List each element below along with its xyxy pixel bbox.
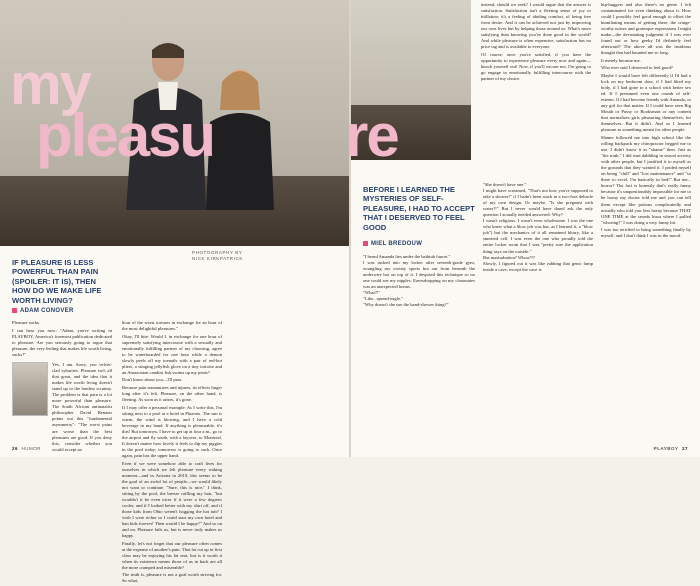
paragraph: "Like...spread-eagle." [363,296,403,302]
paragraph: Maybe I would have felt differently if I'd had a lock on my bedroom door, if I had liked my body, if I had gone to a school with better sex ed. If I presumed even one crumb of self-esteem. If I had become friends with Amanda, or any girl for that matter. If I could have seen Big Mouth or Pussy or Booksmart or any content that normalizes girls pleasuring themselves, for themselves. But it didn't. And so I learned pleasure as something meant for other people. [601,73,691,133]
title-word-pleasure-right: re [345,102,398,169]
paragraph: The truth is, pleasure is not a goal worth striving for. So what, [122,572,222,584]
byline-author: ADAM CONOVER [20,308,74,315]
paragraph: Who ever said I deserved to feel good? [601,65,673,71]
photo-credit-label: PHOTOGRAPHY BY [192,250,243,255]
left-page [0,0,349,584]
paragraph: Pleasure sucks. [12,320,41,325]
paragraph: If I may offer a personal example: As I write this, I'm sitting next to a pool at a hotel in Phoenix. The sun is warm, the wind is blowing, and I have a cold beverage in my hand. If anything is pleasurable, it's this! But tomorrow, I have to get up at four a.m., go to the airport and fly south, with a layover, to Montreal. It doesn't matter how lovely it feels to dip my piggies in the pool today; tomorrow is going to suck. Once again, pain has the upper hand. [122,404,222,458]
byline-author: MIEL BREDOUW [371,241,423,248]
right-column-f [601,2,691,241]
paragraph: instead, should we seek? I would argue that the answer is satisfaction. Satisfaction isn't a fleeting sense of joy or titillation; it's a feeling of abiding comfort, of being free from desire. And it can be achieved not just by improving our own lives but by helping those around us. What's more satisfying than knowing you've done good in the world? And while pleasure is often expensive, satisfaction has no price tag and is available to everyone. [481,2,591,50]
article-byline [12,308,74,314]
body-column-2 [122,320,222,586]
right-column-a [481,2,591,84]
feature-photo-right [345,0,471,169]
section-label: HUMOR [21,446,42,451]
paragraph: I was tucked into my locker after seventh-grade gym, wrangling my sweaty sports bra out from beneath the underwire bra on top of it. I despised this technique so no one could see my nipples. Eavesdropping on my classmates was an unexpected bonus. [363,260,475,290]
feature-photo [0,0,349,246]
author-inset-photo [12,362,48,416]
body-column-1-wrap: Yes, I am. Sorry, you velvet-clad sybarites. Pleasure isn't all that great, and the idea that it makes life worth living doesn't stand up to the hardest scrutiny. The problem is that pain is a lot more powerful than pleasure. The South African antinatalist philosopher David Benatar points out this "fundamental asymmetry": "The worst pains are worse than the best pleasures are good. If you deny this, consider whether you would accept an [52,362,112,452]
photo-credit [192,250,243,262]
paragraph: hour of the worst tortures in exchange for an hour of the most delightful pleasures." [122,320,222,332]
paragraph: I wasn't religious. I wasn't even wholesome. I was the one who knew what a blow job was but, as I learned it, a "blow job") but the mechanics of it all remained blurry, like a smeared cell. I was even the one who proudly told the entire locker room that I was "pretty sure the application thing says on the outside." [483,218,593,254]
paragraph: Okay, I'll bite: Would I, in exchange for one hour of supremely satisfying intercourse with a sexually and emotionally fulfilling partner of my choosing, agree to be waterboarded for one hour while a demon slowly peels off my toenails with a pair of red-hot pliers, a stinging jellyfish glove on a tiny tortoise and an Amazonian candiru fish swims up my penis? [122,333,222,375]
paragraph: I can hear you now: "Adam, you're writing in PLAYBOY, America's foremost publication dedicated to pleasure. Are you seriously going to argue that pleasure, the very feeling that makes life worth living, sucks?" [12,327,112,357]
page-number: 26 [12,446,19,451]
paragraph: "I heard Amanda lies under the bathtub faucet." [363,254,451,259]
article-deck: IF PLEASURE IS LESS POWERFUL THAN PAIN (SPOILER: IT IS), THEN HOW DO WE MAKE LIFE WORTH LIVING? [12,258,102,305]
paragraph: Of course, once you're satisfied, if you have the opportunity to experience pleasure every now and again—knock yourself out! Now, if you'll excuse me, I'm going to go engage in emotionally fulfilling intercourse with the partner of my choice. [481,51,591,82]
paragraph: Finally, let's not forget that our pleasure often comes at the expense of another's pain. That fat cut up in first class may be enjoying his fat seat, but is it worth it when its existence means those of us in back are all the more cramped and miserable? [122,540,222,570]
photo-credit-name: NICK KIRKPATRICK [192,255,243,261]
paragraph: I might have screamed, "That's not how you're supposed to take a shower!" if I hadn't been stuck in a two-foot debacle of my own design. Or maybe, "Is she pregnant with water?!" But I never would have dared ask the only question I actually needed answered: Why? [483,188,593,218]
body-column-1 [12,320,112,359]
paragraph: "What?!" [363,290,381,296]
paragraph: Don't know about you—I'll pass. [122,377,183,383]
paragraph: Shame followed me into high school like the rolling backpack my chiropractor begged me to use. I didn't know it as "shame" then. Just as "the truth." I did start dabbling in sexual activity with other people, but I justified it to myself as the grounds that they wanted it. I prided myself on being "chill" and "low maintenance" and "so there to excel, I'm basically in bed!" But me... horror? The fact is honestly that's really funny because it's unquestionably impossible for me to be horny my doctor told me and you can tell them except like potions complicatedly and actually who told you Jess horny because THAT ONE TIME at the sexeds kissa where I pulled "whoring?" I was doing a very funny bit. [601,134,691,225]
paragraph: I was too terrified to bring something finally by myself, and I don't think I was in the mood. [601,227,691,239]
paragraph: hip-huggers and also there's no genie. I felt contaminated for even thinking about it. How could I possibly feel good enough to offset the humiliating means of getting there, the cringe-worthy noises and grotesque expressions I might make—the devastating judgment if I was ever found out or how geeky I'd definitely feel afterward? The above all was the insidious thought that had haunted me so long. [601,2,691,56]
paragraph: It merely became me. [601,57,641,63]
paragraph: Slowly, I figured out it was like rubbing that genic lump inside a cave, except the cave is [483,260,593,272]
right-column-d [363,254,475,308]
second-article-headline: BEFORE I LEARNED THE MYSTERIES OF SELF-PLEASURE, I HAD TO ACCEPT THAT I DESERVED TO FEEL GOOD [363,185,475,232]
paragraph: Because pain tramautizes and injures, its effects linger long after it's felt. Pleasure, on the other hand, is fleeting. As soon as it arises, it's gone. [122,384,222,403]
right-column-e [483,182,593,273]
page-number: 27 [681,446,688,451]
paragraph: "Why doesn't she use the hand-shower thing?" [363,302,449,308]
paragraph: But masturbation? Whoa??? [483,254,535,260]
brand-label: PLAYBOY [653,446,679,451]
folio-right [654,446,688,451]
folio-left [12,446,41,451]
right-page [345,0,700,457]
title-word-my: my [10,52,90,117]
paragraph: Even if we were somehow able to craft lives for ourselves in which we felt pleasure every waking moment—and in Arizona in 2019, this seems to be the goal of an awful lot of people—we would likely not want to continue. "Sure, this is nice," I think, sitting by the pool, the breeze ruffling my hair, "but wouldn't it be even nicer if it were a few degrees cooler, and if I looked better with my shirt off, and if those kids from Ohio weren't hogging the hot tub? I wish I were richer so I could start my own hotel and ban kids forever! Then would I be happy?" And so on and on. Pleasure fails us, but is never truly makes us happy. [122,460,222,539]
byline-marker [363,241,368,246]
paragraph: "She doesn't have one." [483,182,527,187]
byline-marker [12,308,17,313]
second-article-byline [363,241,422,247]
title-word-pleasure-left: pleasu [36,102,215,169]
